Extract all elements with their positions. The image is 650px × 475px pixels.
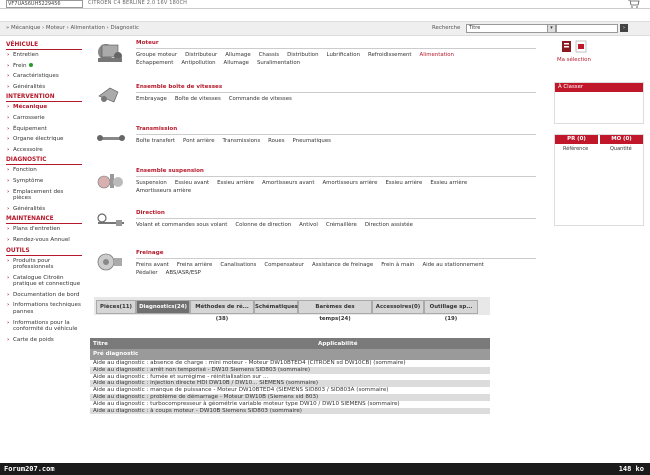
doc-tab[interactable]: Méthodes de ré...(38) (190, 300, 254, 314)
sidebar-item[interactable] (6, 226, 82, 233)
sidebar-item-label: Informations techniques pannes (13, 302, 81, 316)
sidebar-item-label: Symptôme (13, 177, 44, 184)
sidebar-item-label: Équipement (13, 125, 47, 132)
category-title[interactable]: Transmission (136, 126, 178, 132)
doc-tab[interactable]: Accessoires(0) (372, 300, 424, 314)
subcategory-link[interactable]: Pneumatiques (292, 138, 331, 144)
subcategory-link[interactable]: Suralimentation (256, 60, 301, 66)
part-illustration-icon (96, 126, 126, 150)
sidebar-item-label: Fonction (13, 167, 37, 174)
sidebar-item[interactable] (6, 189, 82, 202)
sidebar-item[interactable] (6, 52, 82, 59)
top-bar (0, 0, 650, 9)
sidebar-item-label: Catalogue Citroën pratique et connectique (13, 274, 81, 288)
doc-tab[interactable]: Schématiques (254, 300, 298, 314)
sidebar-item[interactable] (6, 104, 82, 111)
search-type-value: Titre (469, 25, 481, 31)
part-illustration-icon (96, 210, 126, 234)
subcategory-link[interactable]: Commande de vitesses (228, 96, 292, 102)
category-title[interactable]: Moteur (136, 40, 159, 46)
doc-tab[interactable]: Barèmes des temps(24) (298, 300, 372, 314)
category-divider (136, 176, 536, 177)
subcategory-link[interactable]: Chassis (258, 52, 280, 58)
sidebar-item[interactable] (6, 337, 82, 344)
search-type-select[interactable] (466, 24, 556, 33)
sidebar-item[interactable] (6, 63, 82, 70)
sidebar-item[interactable] (6, 206, 82, 213)
table-row[interactable]: Aide au diagnostic : à coups moteur - DW10B Siemens SID803 (sommaire) (90, 408, 490, 415)
watermark-left: Forum207.com (4, 465, 55, 473)
vehicle-info: CITROEN C4 BERLINE 2.0 16V 180CH (88, 0, 188, 6)
chevron-down-icon: ▾ (547, 25, 555, 32)
subcategory-link[interactable]: Refroidissement (367, 52, 412, 58)
breadcrumb[interactable]: » Mécanique › Moteur › Alimentation › Diagnostic (6, 25, 139, 31)
subcategory-link[interactable]: Alimentation (419, 52, 454, 58)
diagnostic-table (90, 338, 490, 414)
table-row[interactable]: Aide au diagnostic : arrêt non temporisé - DW10 Siemens SID803 (sommaire) (90, 367, 490, 374)
subcategory-link[interactable]: Frein à main (381, 262, 415, 268)
cart-icon[interactable] (628, 0, 640, 8)
tab-pr[interactable]: PR (0) (555, 135, 598, 144)
sidebar-item[interactable] (6, 167, 82, 174)
sidebar-item[interactable] (6, 147, 82, 154)
part-illustration-icon (96, 40, 126, 64)
sidebar-item[interactable] (6, 320, 82, 333)
category-divider (136, 258, 536, 259)
subcategory-link[interactable]: ABS/ASR/ESP (165, 270, 201, 276)
category-title[interactable]: Freinage (136, 250, 164, 256)
sidebar-item-label: Caractéristiques (13, 73, 59, 80)
breadcrumb-bar (0, 21, 650, 36)
search-label: Recherche (432, 25, 461, 31)
subcategory-link[interactable]: Essieu arrière (385, 180, 423, 186)
doc-tab[interactable]: Outillage sp...(19) (424, 300, 478, 314)
file-size: 148 ko (618, 465, 644, 473)
subcategory-link[interactable]: Groupe moteur (136, 52, 178, 58)
sidebar-item[interactable] (6, 275, 82, 288)
subcategory-link[interactable]: Direction assistée (364, 222, 413, 228)
classify-box (554, 82, 644, 124)
subcategory-link[interactable]: Amortisseurs arrière (136, 188, 192, 194)
sidebar-item-label: Plans d'entretien (13, 226, 61, 233)
sidebar-item-label: Documentation de bord (13, 291, 80, 298)
doc-tab[interactable]: Diagnostics(24) (136, 300, 190, 314)
category-title[interactable]: Ensemble boîte de vitesses (136, 84, 223, 90)
subcategory-link[interactable]: Amortisseurs arrière (322, 180, 378, 186)
sidebar-item-label: Frein (13, 62, 27, 69)
table-row[interactable]: Aide au diagnostic : problème de démarrage - Moteur DW10B (Siemens sid 803) (90, 394, 490, 401)
col-applicability: Applicabilité (318, 341, 358, 347)
right-panel-icons (560, 40, 590, 56)
part-illustration-icon (96, 168, 126, 192)
my-selection-link[interactable]: Ma sélection (557, 57, 591, 63)
subcategory-link[interactable]: Volant et commandes sous volant (136, 222, 228, 228)
subcategory-link[interactable]: Boîte transfert (136, 138, 176, 144)
subcategory-link[interactable]: Antipollution (181, 60, 216, 66)
subcategory-link[interactable]: Essieu arrière (217, 180, 254, 186)
sidebar-item[interactable] (6, 73, 82, 80)
subcategory-link[interactable]: Assistance de freinage (312, 262, 374, 268)
subcategory-link[interactable]: Antivol (299, 222, 318, 228)
category-divider (136, 48, 536, 49)
category-divider (136, 134, 536, 135)
sidebar-item[interactable] (6, 136, 82, 143)
tab-mo[interactable]: MO (0) (600, 135, 643, 144)
subcategory-link[interactable]: Aide au stationnement (422, 262, 484, 268)
subcategory-link[interactable]: Distribution (287, 52, 319, 58)
subcategory-link[interactable]: Compensateur (264, 262, 305, 268)
subcategory-link[interactable]: Embrayage (136, 96, 167, 102)
sidebar-item-label: Généralités (13, 83, 46, 90)
subcategory-link[interactable]: Distributeur (185, 52, 218, 58)
category-divider (136, 218, 536, 219)
doc-tabs (94, 297, 490, 322)
table-header (90, 338, 490, 349)
print-icon[interactable] (576, 41, 586, 52)
category-links (136, 95, 536, 103)
sidebar-item-label: Entretien (13, 52, 39, 58)
classify-header: À Classer (555, 83, 643, 92)
col-reference: Référence (563, 146, 589, 152)
subcategory-link[interactable]: Lubrification (326, 52, 360, 58)
table-row[interactable]: Aide au diagnostic : fumée et surrégime - réinitialisation sur ... (93, 373, 269, 380)
part-illustration-icon (96, 84, 126, 108)
sidebar-item-label: Mécanique (13, 104, 48, 111)
part-illustration-icon (96, 250, 126, 274)
selection-icon[interactable] (562, 41, 571, 52)
sidebar-item-label: Produits pour professionnels (13, 257, 54, 271)
subcategory-link[interactable]: Crémaillère (325, 222, 357, 228)
sidebar-item[interactable] (6, 302, 82, 315)
sidebar-item[interactable] (6, 115, 82, 122)
category-links (136, 221, 536, 229)
sidebar-section-title: DIAGNOSTIC (6, 157, 82, 165)
sidebar-item-label: Carrosserie (13, 114, 45, 121)
subcategory-link[interactable]: Essieu avant (174, 180, 210, 186)
table-row[interactable]: Aide au diagnostic : injection directe HDI DW10B / DW10... SIEMENS (sommaire) (90, 380, 490, 387)
category-links (136, 179, 536, 195)
subcategory-link[interactable]: Suspension (136, 180, 167, 186)
subcategory-link[interactable]: Allumage (223, 60, 249, 66)
subcategory-link[interactable]: Essieu arrière (430, 180, 468, 186)
selection-tabs (554, 134, 644, 226)
category-divider (136, 92, 536, 93)
sidebar-item[interactable] (6, 258, 82, 271)
col-quantity: Quantité (610, 146, 632, 152)
sidebar-item-label: Carte de poids (13, 336, 54, 343)
vin-field[interactable]: VF7UAS6UH5229456 (6, 0, 83, 8)
category-links (136, 51, 536, 67)
subcategory-link[interactable]: Roues (268, 138, 285, 144)
sidebar-item-label: Emplacement des pièces (13, 188, 64, 202)
subcategory-link[interactable]: Freins avant (136, 262, 169, 268)
category-title[interactable]: Direction (136, 210, 165, 216)
footer-bar (0, 463, 650, 475)
subcategory-link[interactable]: Allumage (225, 52, 251, 58)
subcategory-link[interactable]: Freins arrière (176, 262, 213, 268)
subcategory-link[interactable]: Pont arrière (183, 138, 215, 144)
sidebar-item[interactable] (6, 237, 82, 244)
sidebar-section-title: MAINTENANCE (6, 216, 82, 224)
search-go-button[interactable]: › (620, 24, 628, 32)
sidebar-section-title: OUTILS (6, 248, 82, 256)
sidebar-item[interactable] (6, 84, 82, 91)
subcategory-link[interactable]: Colonne de direction (235, 222, 292, 228)
sidebar-item-label: Organe électrique (13, 136, 64, 143)
category-links (136, 261, 536, 277)
sidebar-item-label: Informations pour la conformité du véhicule (13, 319, 78, 333)
subcategory-link[interactable]: Canalisations (220, 262, 257, 268)
subcategory-link[interactable]: Boîte de vitesses (174, 96, 221, 102)
table-group-header: Pré diagnostic (90, 349, 490, 360)
status-dot-icon (29, 63, 33, 67)
sidebar (6, 38, 82, 347)
sidebar-item[interactable] (6, 126, 82, 133)
sidebar-item-label: Rendez-vous Annuel (13, 236, 70, 243)
sidebar-item-label: Accessoire (13, 146, 43, 153)
doc-tab[interactable]: Pièces(11) (96, 300, 136, 314)
subcategory-link[interactable]: Pédalier (136, 270, 158, 276)
category-links (136, 137, 536, 145)
category-title[interactable]: Ensemble suspension (136, 168, 204, 174)
table-row[interactable]: Aide au diagnostic : manque de puissance - Moteur DW10BTED4 (SIEMENS SID803 / SID803A (sommaire) (93, 387, 389, 394)
table-row[interactable]: Aide au diagnostic : absence de charge : mini moteur - Moteur DW10BTED4 (CITROEN sd DW10CB) (sommaire) (93, 360, 406, 366)
subcategory-link[interactable]: Amortisseurs avant (261, 180, 315, 186)
sidebar-item-label: Généralités (13, 205, 46, 212)
subcategory-link[interactable]: Échappement (136, 60, 174, 66)
sidebar-section-title: VÉHICULE (6, 42, 82, 50)
sidebar-section-title: INTERVENTION (6, 94, 82, 102)
search-input[interactable] (556, 24, 618, 33)
col-title: Titre (93, 341, 108, 347)
sidebar-item[interactable] (6, 292, 82, 299)
table-row[interactable]: Aide au diagnostic : turbocompresseur à géométrie variable moteur type DW10 / DW10 SIEMENS (sommaire) (93, 400, 400, 407)
subcategory-link[interactable]: Transmissions (222, 138, 261, 144)
sidebar-item[interactable] (6, 178, 82, 185)
